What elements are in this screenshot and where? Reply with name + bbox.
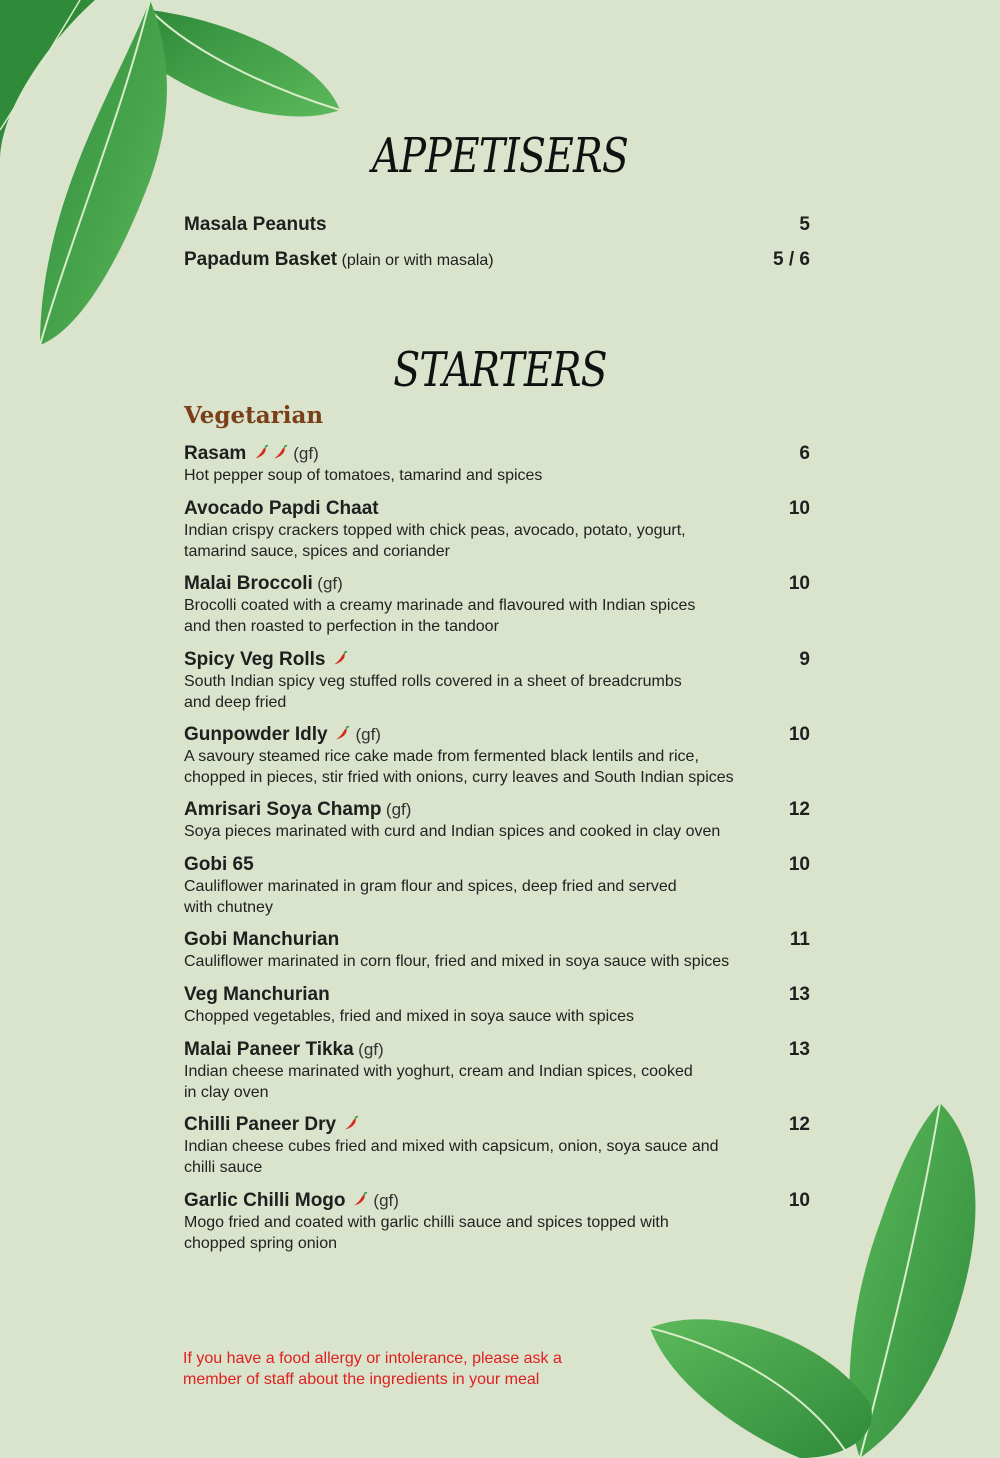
description-line: Soya pieces marinated with curd and Indian spices and cooked in clay oven [184,823,721,840]
item-name: Malai Broccoli [184,573,313,594]
menu-item [184,1190,810,1254]
item-description [184,877,810,918]
item-description [184,747,810,788]
menu-item [184,1039,810,1103]
item-description [184,1213,810,1254]
description-line: Indian cheese marinated with yoghurt, cream and Indian spices, cooked [184,1063,693,1080]
item-price: 12 [788,1114,810,1135]
menu-item [184,649,810,713]
item-description [184,596,810,637]
item-price: 13 [788,984,810,1005]
item-price: 13 [788,1039,810,1060]
description-line: tamarind sauce, spices and coriander [184,542,450,560]
item-price: 10 [788,724,810,745]
description-line: Chopped vegetables, fried and mixed in soya sauce with spices [184,1008,635,1025]
item-price: 10 [788,1190,810,1211]
item-description [184,952,810,973]
item-tag: (gf) [385,800,412,819]
chili-pepper-icon [350,1193,369,1210]
item-price: 10 [788,854,810,875]
item-name: Gobi Manchurian [184,929,340,950]
item-tag: (gf) [373,1191,399,1210]
description-line: chopped in pieces, stir fried with onions, curry leaves and South Indian spices [184,768,734,786]
item-name: Rasam [184,443,247,464]
description-line: Cauliflower marinated in corn flour, fried and mixed in soya sauce with spices [184,953,730,970]
menu-item [184,573,810,637]
item-name: Papadum Basket [184,249,338,270]
description-line: chilli sauce [184,1158,263,1176]
description-line: Brocolli coated with a creamy marinade and flavoured with Indian spices [184,597,696,614]
description-line: Mogo fried and coated with garlic chilli sauce and spices topped with [184,1214,669,1231]
item-name: Amrisari Soya Champ [184,799,382,820]
menu-item [184,498,810,562]
item-tag: (gf) [293,444,319,463]
menu-item [184,443,810,487]
item-name: Gunpowder Idly [184,724,328,745]
menu-item [184,799,810,843]
menu-item [184,984,810,1028]
description-line: chopped spring onion [184,1234,338,1252]
item-description [184,672,810,713]
menu-item [184,724,810,788]
item-description [184,1137,810,1178]
chili-pepper-icon [332,727,351,744]
description-line: Cauliflower marinated in gram flour and spices, deep fried and served [184,878,677,895]
menu-item [184,929,810,973]
description-line: with chutney [184,898,273,916]
allergy-line: member of staff about the ingredients in your meal [183,1371,540,1388]
item-name: Gobi 65 [184,854,254,875]
chili-pepper-icon [341,1117,360,1134]
item-tag: (gf) [317,574,343,593]
chili-pepper-icon [251,446,289,463]
item-name: Veg Manchurian [184,984,330,1005]
chili-pepper-icon [330,652,349,669]
allergy-line: If you have a food allergy or intolerance, please ask a [183,1350,562,1367]
description-line: A savoury steamed rice cake made from fermented black lentils and rice, [184,748,699,765]
item-price: 6 [799,443,810,464]
item-description [184,521,810,562]
item-tag: (gf) [358,1040,384,1059]
item-price: 10 [788,498,810,519]
item-note: (plain or with masala) [341,252,494,269]
description-line: Hot pepper soup of tomatoes, tamarind and spices [184,467,543,484]
description-line: Indian cheese cubes fried and mixed with capsicum, onion, soya sauce and [184,1138,719,1155]
menu-item [184,1114,810,1178]
description-line: and deep fried [184,693,287,711]
description-line: Indian crispy crackers topped with chick peas, avocado, potato, yogurt, [184,522,686,539]
menu-item [184,854,810,918]
item-price: 9 [799,649,810,670]
item-price: 12 [788,799,810,820]
menu-item [184,214,810,236]
item-price: 5 / 6 [773,249,810,270]
item-name: Chilli Paneer Dry [184,1114,337,1135]
item-description [184,466,810,487]
description-line: South Indian spicy veg stuffed rolls covered in a sheet of breadcrumbs [184,673,682,690]
starters-title: STARTERS [393,342,607,398]
description-line: and then roasted to perfection in the tandoor [184,617,499,635]
appetisers-title: APPETISERS [371,128,629,184]
item-name: Masala Peanuts [184,214,327,235]
item-description [184,822,810,843]
menu-item [184,249,810,271]
item-description [184,1062,810,1103]
item-name: Spicy Veg Rolls [184,649,326,670]
item-name: Avocado Papdi Chaat [184,498,379,519]
allergy-notice [183,1348,603,1390]
item-price: 5 [799,214,810,235]
item-name: Malai Paneer Tikka [184,1039,354,1060]
item-description [184,1007,810,1028]
category-heading: Vegetarian [184,402,324,429]
description-line: in clay oven [184,1083,269,1101]
item-name: Garlic Chilli Mogo [184,1190,346,1211]
item-price: 10 [788,573,810,594]
item-price: 11 [789,929,810,950]
item-tag: (gf) [355,725,381,744]
